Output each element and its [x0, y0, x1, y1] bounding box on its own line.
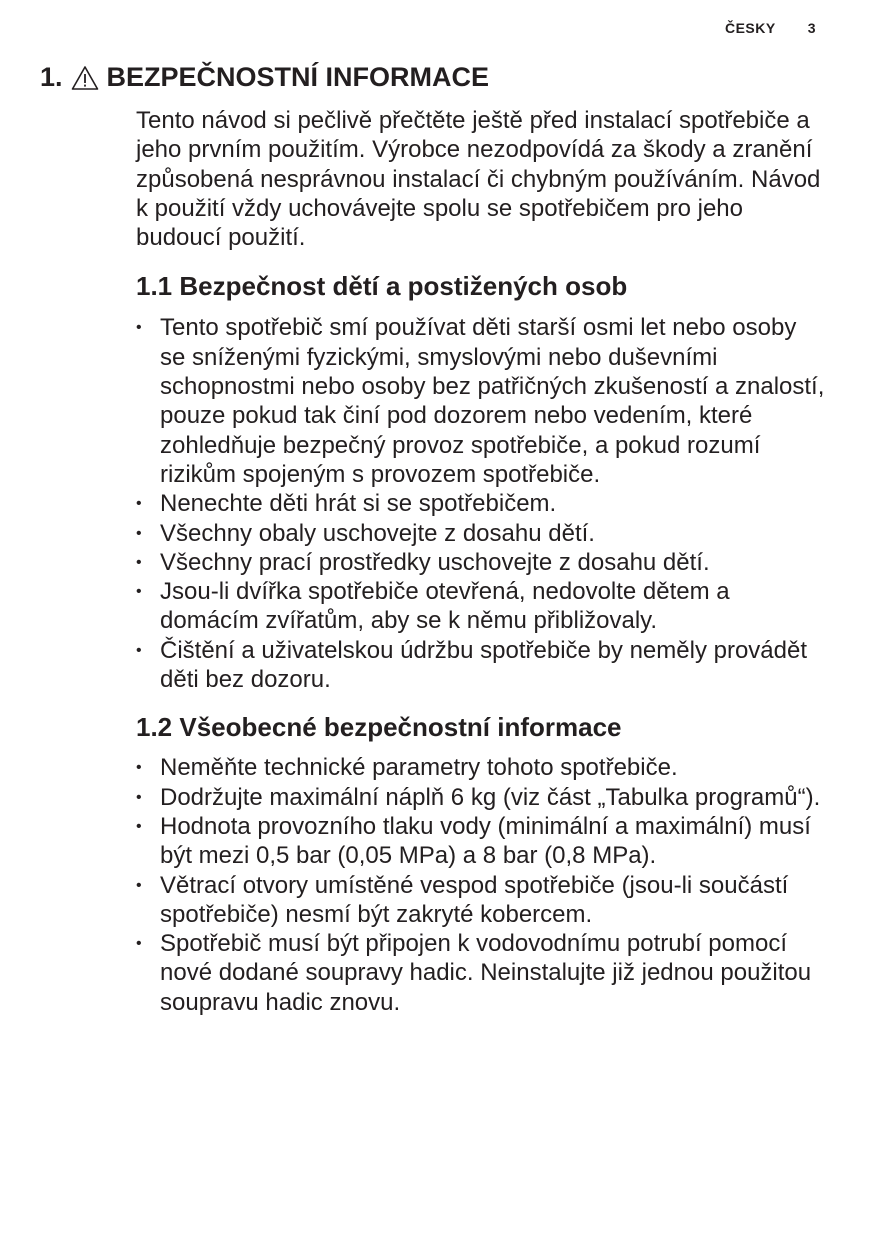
list-item: • Neměňte technické parametry tohoto spotřebiče.: [136, 753, 826, 782]
page-header: [725, 20, 816, 36]
subsection-1-title: 1.1 Bezpečnost dětí a postižených osob: [136, 271, 628, 302]
list-item: • Všechny prací prostředky uschovejte z dosahu dětí.: [136, 548, 826, 577]
list-item: • Čištění a uživatelskou údržbu spotřebiče by neměly provádět děti bez dozoru.: [136, 636, 826, 695]
section-title: [40, 62, 489, 93]
subsection-1-list: [136, 313, 826, 694]
list-item: • Tento spotřebič smí používat děti starší osmi let nebo osoby se sníženými fyzickými, smyslovými nebo duševními schopnostmi nebo osoby bez patřičných zkušeností a znalostí, pouze pokud tak činí pod dozorem nebo vedením, které zohledňuje bezpečný provoz spotřebiče, a pokud rozumí rizikům spojeným s provozem spotřebiče.: [136, 313, 826, 489]
list-item: • Všechny obaly uschovejte z dosahu dětí.: [136, 519, 826, 548]
language-label: ČESKY: [724, 20, 776, 36]
list-item: • Hodnota provozního tlaku vody (minimální a maximální) musí být mezi 0,5 bar (0,05 MPa) a 8 bar (0,8 MPa).: [136, 812, 826, 871]
intro-paragraph: Tento návod si pečlivě přečtěte ještě před instalací spotřebiče a jeho prvním použitím. Výrobce nezodpovídá za škody a zranění způsobená nesprávnou instalací či chybným používáním. Návod k použití vždy uchovávejte spolu se spotřebičem pro jeho budoucí použití.: [136, 107, 821, 252]
subsection-2-list: [136, 753, 826, 1017]
list-item: • Dodržujte maximální náplň 6 kg (viz část „Tabulka programů“).: [136, 783, 826, 812]
subsection-2-title: 1.2 Všeobecné bezpečnostní informace: [136, 712, 622, 743]
list-item: • Spotřebič musí být připojen k vodovodnímu potrubí pomocí nové dodané soupravy hadic. Neinstalujte již jednou použitou soupravu hadic znovu.: [136, 929, 826, 1017]
section-title-text: BEZPEČNOSTNÍ INFORMACE: [106, 62, 490, 92]
list-item: • Větrací otvory umístěné vespod spotřebiče (jsou-li součástí spotřebiče) nesmí být zakryté kobercem.: [136, 871, 826, 930]
warning-triangle-icon: [71, 65, 99, 91]
list-item: • Jsou-li dvířka spotřebiče otevřená, nedovolte dětem a domácím zvířatům, aby se k němu přibližovaly.: [136, 577, 826, 636]
page-number: 3: [807, 20, 816, 36]
section-number: 1.: [40, 62, 63, 92]
section-content: [136, 106, 826, 1017]
list-item: • Nenechte děti hrát si se spotřebičem.: [136, 489, 826, 518]
